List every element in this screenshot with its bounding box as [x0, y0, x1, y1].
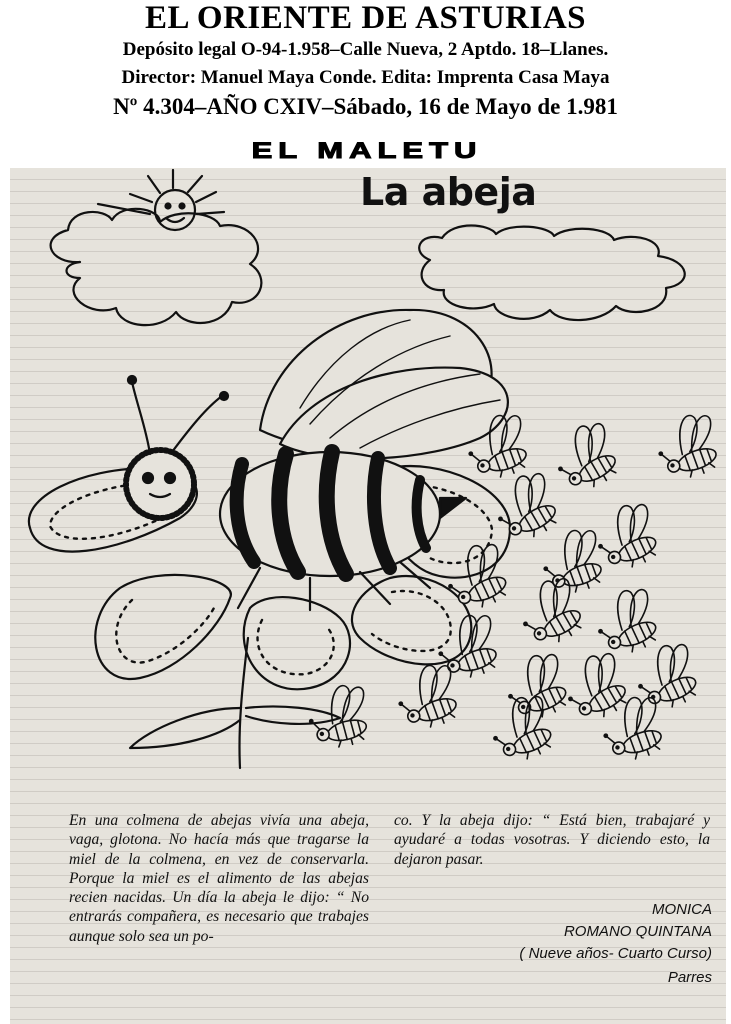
legal-info-line: Depósito legal O-94-1.958–Calle Nueva, 2 Aptdo. 18–Llanes. [122, 39, 609, 60]
small-bee [650, 409, 726, 485]
flower-petal-bottom-left [95, 575, 231, 679]
section-title-text: EL MALETU [251, 138, 483, 164]
author-details: ( Nueve años- Cuarto Curso) [519, 945, 712, 962]
newspaper-clipping [10, 168, 726, 1024]
leaf-right [246, 706, 340, 723]
story-text-left-column: En una colmena de abejas vivía una abeja, vaga, glotona. No hacía más que tragarse la miel de la colmena, en vez de conservarla. Porque la miel es el alimento de las abejas recien nacidas. Un día la abeja le dijo: “ No entrarás compañera, es necesario que trabajes aunque solo sea un po- [69, 812, 369, 945]
small-bee [546, 417, 627, 498]
big-bee-head [126, 450, 194, 518]
small-bee [486, 467, 567, 548]
small-bee [498, 648, 577, 727]
story-text-right-column: co. Y la abeja dijo: “ Está bien, trabajaré y ayudaré a todas vosotras. Y diciendo esto, la dejaron pasar. [394, 812, 710, 868]
flower-petal-bottom [244, 597, 350, 689]
issue-line: Nº 4.304–AÑO CXIV–Sábado, 16 de Mayo de 1.981 [113, 94, 618, 119]
leaf-left [130, 708, 240, 748]
small-bee [588, 498, 667, 577]
newspaper-title: EL ORIENTE DE ASTURIAS [144, 0, 587, 36]
director-line: Director: Manuel Maya Conde. Edita: Imprenta Casa Maya [121, 67, 610, 88]
small-bee [588, 583, 667, 662]
bee-illustration [10, 168, 726, 808]
author-first-name: MONICA [652, 901, 712, 918]
flower-stem [239, 638, 248, 768]
cloud-right [419, 226, 685, 321]
small-bee [628, 638, 707, 717]
story-title: La abeja [360, 170, 537, 214]
cloud-left [51, 209, 262, 325]
masthead [0, 0, 731, 122]
author-last-name: ROMANO QUINTANA [563, 923, 712, 940]
section-title [143, 136, 591, 166]
author-place: Parres [667, 969, 712, 986]
small-bee [535, 524, 611, 600]
